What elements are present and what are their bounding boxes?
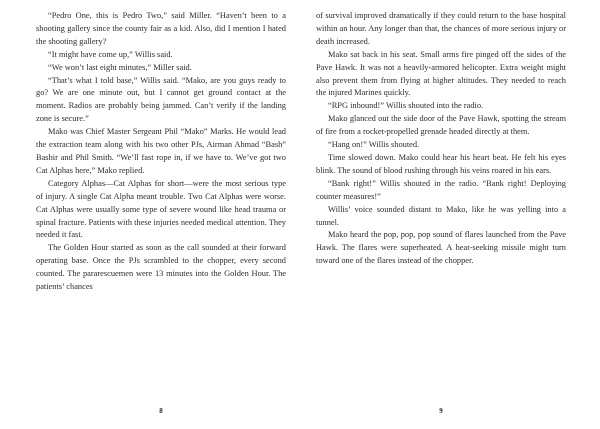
left-paragraph-4: “That’s what I told base,” Willis said. “Mako, are you guys ready to go? We are one minute out, but I cannot get ground contact at the moment. Radios are probably being jammed. Can’t verify if the landing zone is secure.” <box>36 75 286 124</box>
left-paragraph-5: Mako was Chief Master Sergeant Phil “Mako” Marks. He would lead the extraction team along with his two other PJs, Airman Ahmad “Bash” Bashir and Phil Smith. “We’ll fast rope in, if we have to. We’ve got two Cat Alphas here,” Mako replied. <box>36 127 286 175</box>
left-page <box>36 10 286 429</box>
left-paragraph-7: The Golden Hour started as soon as the call sounded at their forward operating base. Once the PJs scrambled to the chopper, every second counted. The pararescuemen were 13 minutes into the Golden Hour. The patients’ chances <box>36 243 286 292</box>
left-paragraph-2: “It might have come up,” Willis said. <box>48 49 173 59</box>
right-paragraph-6: Time slowed down. Mako could hear his heart beat. He felt his eyes blink. The sound of blood rushing through his veins roared in his ears. <box>316 152 566 175</box>
right-paragraph-8: Willis’ voice sounded distant to Mako, like he was yelling into a tunnel. <box>316 204 566 227</box>
right-paragraph-9: Mako heard the pop, pop, pop sound of flares launched from the Pave Hawk. The flares were superheated. A heat-seeking missile might turn toward one of the flares instead of the chopper. <box>316 230 566 266</box>
right-page-number: 9 <box>439 407 443 415</box>
right-paragraph-4: Mako glanced out the side door of the Pave Hawk, spotting the stream of fire from a rocket-propelled grenade headed directly at them. <box>316 114 566 137</box>
right-page <box>316 10 566 429</box>
right-paragraph-1: of survival improved dramatically if they could return to the base hospital within an hour. Any longer than that, the chances of more serious injury or death increased. <box>316 11 566 46</box>
left-paragraph-3: “We won’t last eight minutes,” Miller said. <box>48 62 192 72</box>
right-paragraph-7: “Bank right!” Willis shouted in the radio. “Bank right! Deploying counter measures!” <box>316 178 566 201</box>
left-paragraph-6: Category Alphas—Cat Alphas for short—were the most serious type of injury. A single Cat Alpha meant trouble. Two Cat Alphas were worse. Cat Alphas were usually some type of severe wound like head trauma or spinal fracture. Patients with these injuries needed medical attention. They needed it fast. <box>36 178 286 240</box>
right-paragraph-5: “Hang on!” Willis shouted. <box>328 140 420 150</box>
left-page-number: 8 <box>159 407 163 415</box>
right-paragraph-2: Mako sat back in his seat. Small arms fire pinged off the sides of the Pave Hawk. It was not a heavily-armored helicopter. Extra weight might also prevent them from flying at higher altitudes. They needed to reach the injured Marines quickly. <box>316 49 566 98</box>
left-paragraph-1: “Pedro One, this is Pedro Two,” said Miller. “Haven’t been to a shooting gallery since the county fair as a kid. Also, did I mention I hated the shooting gallery? <box>36 11 286 46</box>
right-paragraph-3: “RPG inbound!” Willis shouted into the radio. <box>328 101 484 111</box>
